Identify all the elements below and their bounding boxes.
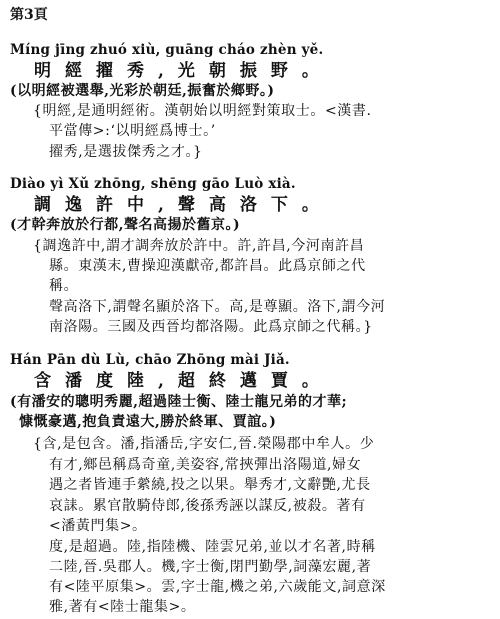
section-1-note-line: 擢秀,是選拔傑秀之才。} [49,144,203,160]
section-2-note-line: 聲高洛下,謂聲名顯於洛下。高,是尊顯。洛下,謂今河 [49,299,386,315]
section-3-pinyin: Hán Pān dù Lù, chāo Zhōng mài Jiǎ. [10,352,290,368]
section-2-note-line: 縣。東漢末,曹操迎漢獻帝,都許昌。此爲京師之代 [49,258,366,274]
section-2-hanzi: 調逸許中,聲高洛下。 [34,195,333,215]
section-3-note-line: 有才,鄉邑稱爲奇童,美姿容,常挾彈出洛陽道,婦女 [49,457,362,473]
section-3-note-line: <潘黃門集>。 [49,518,147,534]
section-1-pinyin: Míng jīng zhuó xiù, guāng cháo zhèn yě. [10,42,324,58]
section-3-note-line: 有<陸平原集>。雲,字士龍,機之弟,六歲能文,詞意深 [49,579,386,595]
section-3-note-line: 度,是超過。陸,指陸機、陸雲兄弟,並以才名著,時稱 [49,539,376,555]
section-2-note-line: {調逸許中,謂才調奔放於許中。許,許昌,今河南許昌 [33,238,365,254]
section-3-note-line: 遇之者皆連手縈繞,投之以果。舉秀才,文辭艷,尤長 [49,477,371,493]
section-2-note-line: 稱。 [49,278,79,294]
section-1-note-line: 平當傳>:‘以明經爲博士。’ [49,123,216,139]
section-3-translation-line: 慷慨豪邁,抱負責遠大,勝於終軍、賈誼。) [19,414,277,430]
section-2-translation: (才幹奔放於行都,聲名高揚於舊京。) [10,217,241,233]
section-2-note-line: 南洛陽。三國及西晉均都洛陽。此爲京師之代稱。} [49,319,373,335]
section-1-translation: (以明經被選舉,光彩於朝廷,振奮於鄉野。) [10,83,275,99]
section-1-hanzi: 明經擢秀,光朝振野。 [34,61,333,81]
section-3-hanzi: 含潘度陸,超終邁賈。 [34,371,333,391]
section-3-note-line: {含,是包含。潘,指潘岳,字安仁,晉.榮陽郡中牟人。少 [33,436,375,452]
section-3-note-line: 哀誄。累官散騎侍郎,後孫秀誣以謀反,被殺。著有 [49,498,366,514]
section-2-pinyin: Diào yì Xǔ zhōng, shēng gāo Luò xià. [10,176,296,192]
page-label: 第3頁 [10,7,48,23]
section-3-note-line: 雅,著有<陸士龍集>。 [49,599,196,615]
section-3-translation-line: (有潘安的聰明秀麗,超過陸士衡、陸士龍兄弟的才華; [10,394,348,410]
section-1-note-line: {明經,是通明經術。漢朝始以明經對策取士。<漢書. [33,103,372,119]
section-3-note-line: 二陸,晉.吳郡人。機,字士衡,閉門勤學,詞藻宏麗,著 [49,559,372,575]
